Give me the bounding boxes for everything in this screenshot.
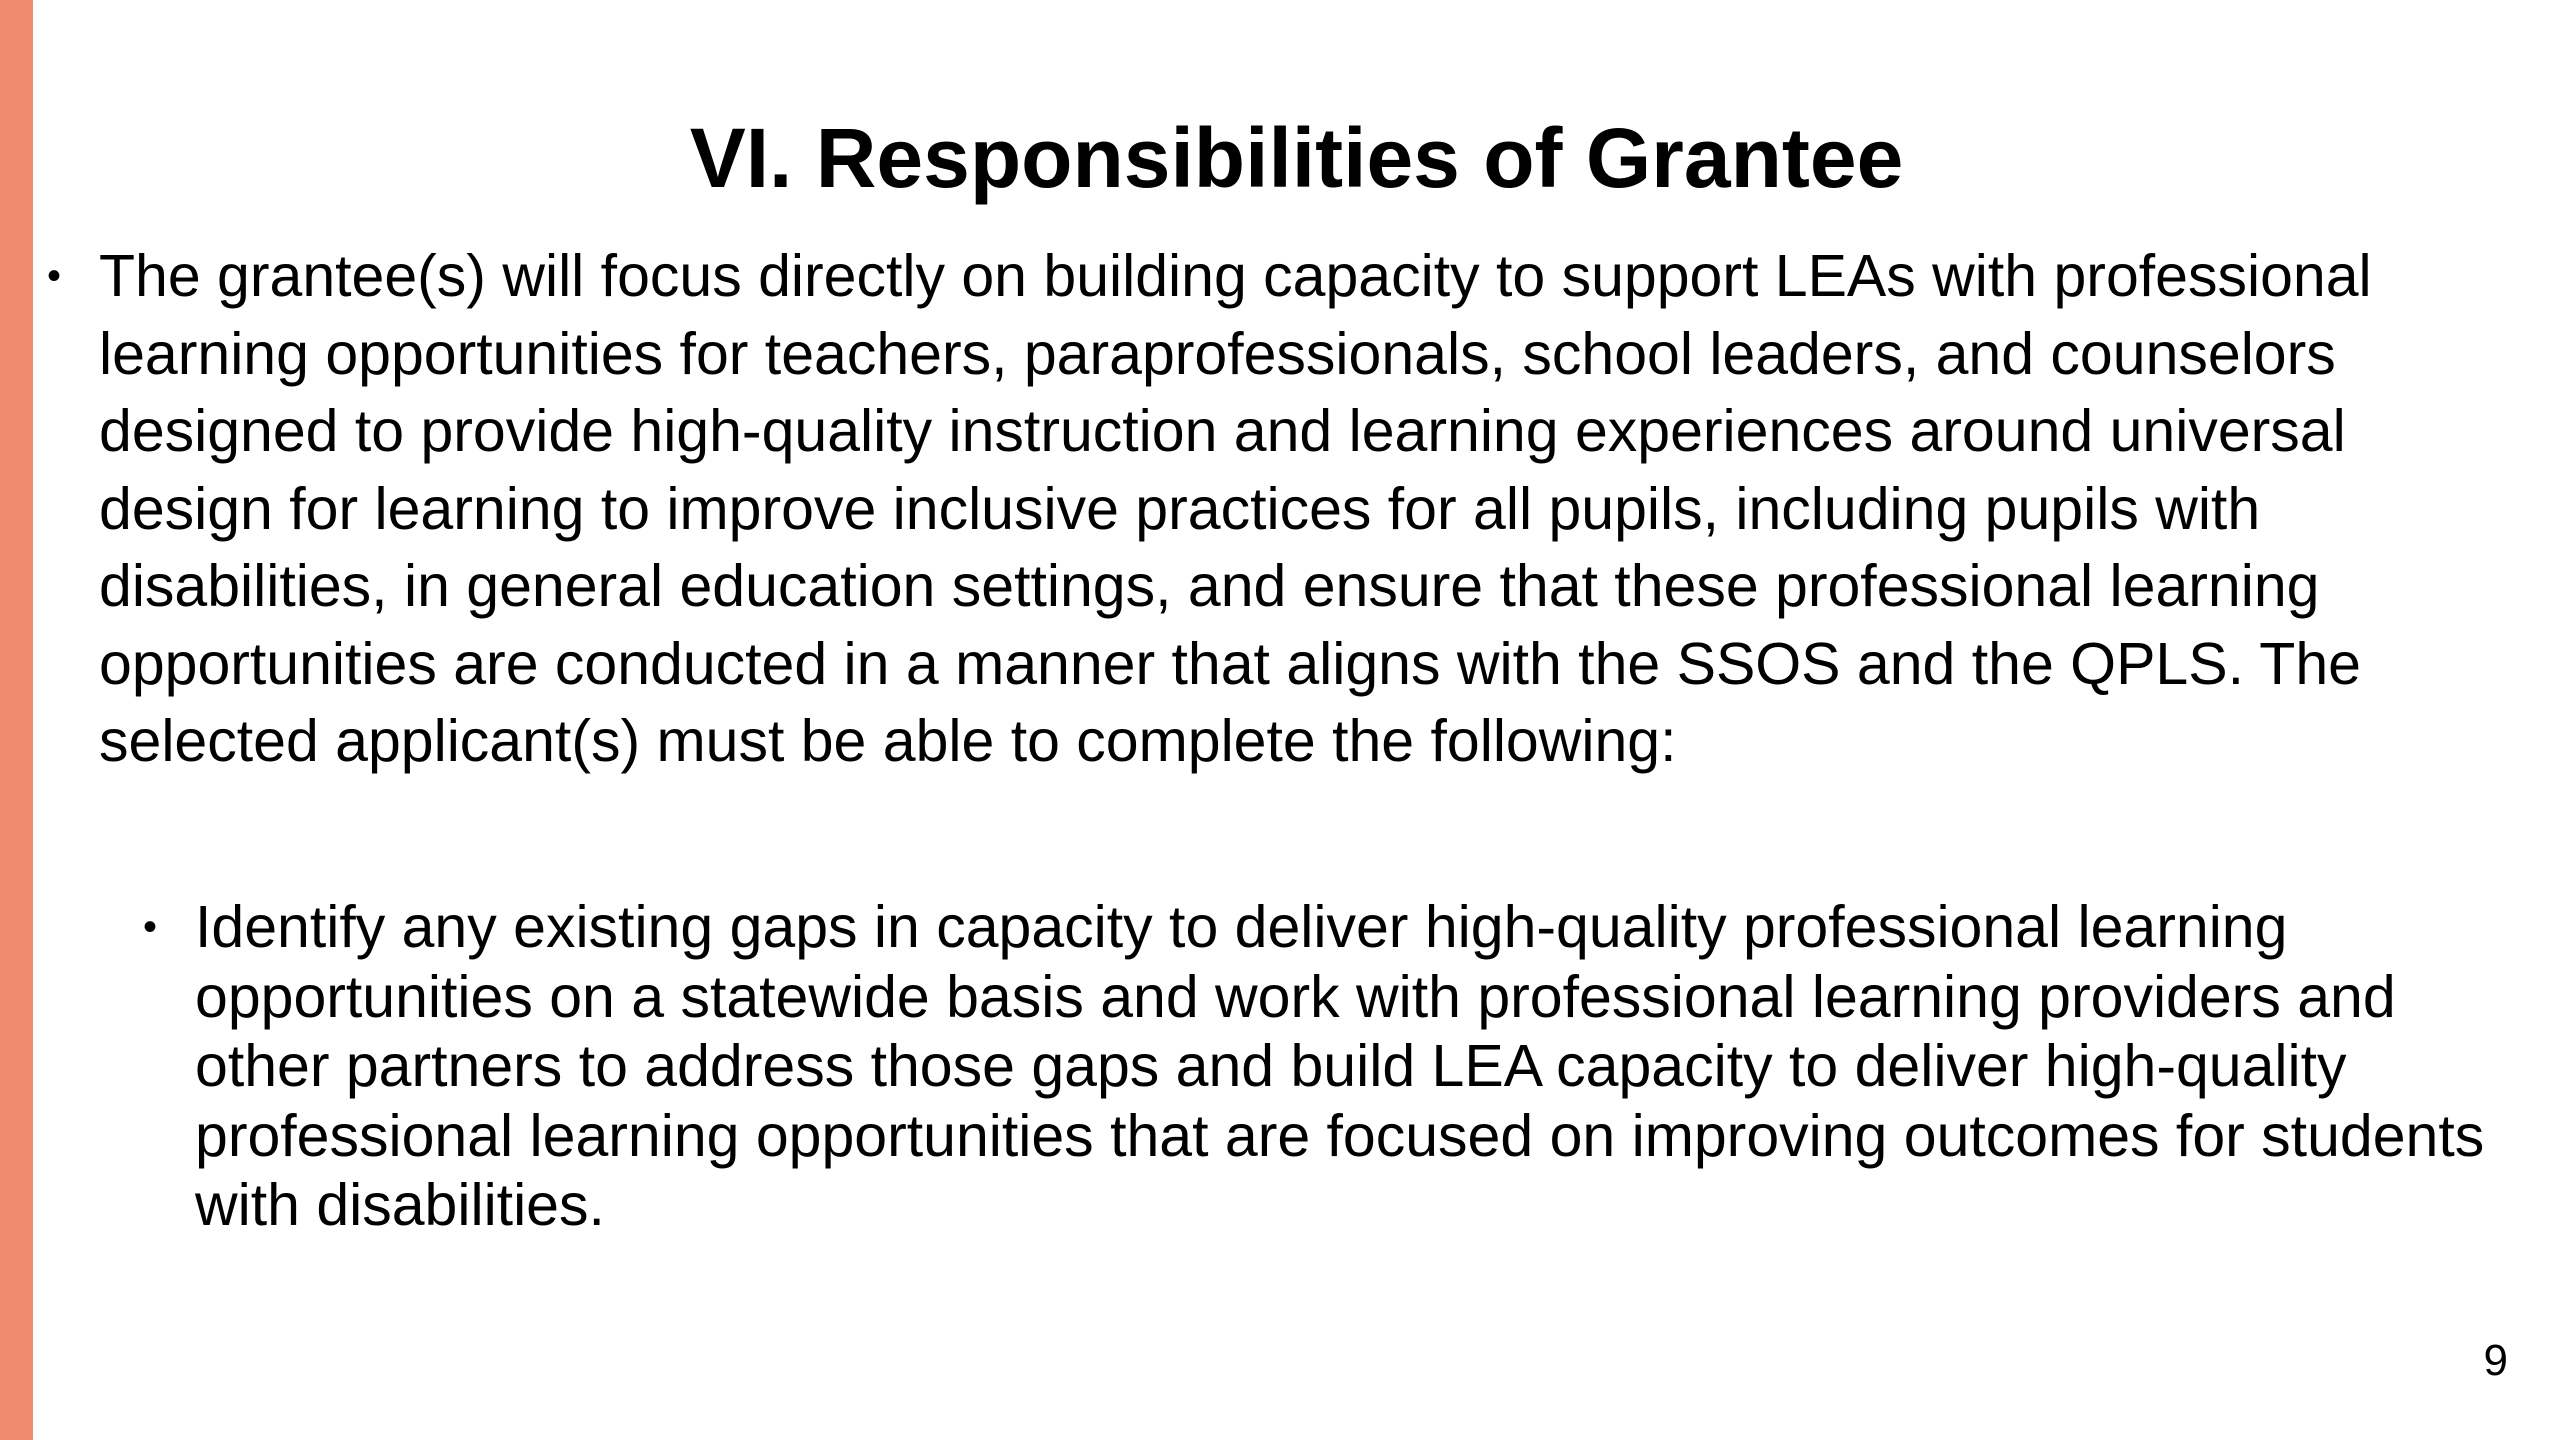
bullet-item bbox=[47, 238, 2517, 781]
page-number: 9 bbox=[2483, 1336, 2508, 1385]
accent-bar bbox=[0, 0, 33, 1440]
sub-bullet-text: Identify any existing gaps in capacity to deliver high-quality professional learning opportunities on a statewide basis and work with professional learning providers and other partners to address those gaps and build LEA capacity to deliver high-quality professional learning opportunities that are focused on improving outcomes for students with disabilities. bbox=[195, 894, 2485, 1238]
sub-bullet-item bbox=[143, 893, 2533, 1241]
bullet-text: The grantee(s) will focus directly on building capacity to support LEAs with professional learning opportunities for teachers, paraprofessionals, school leaders, and counselors designed to provide high-quality instruction and learning experiences around universal design for learning to improve inclusive practices for all pupils, including pupils with disabilities, in general education settings, and ensure that these professional learning opportunities are conducted in a manner that aligns with the SSOS and the QPLS. The selected applicant(s) must be able to complete the following: bbox=[99, 243, 2372, 774]
bullet-marker: • bbox=[47, 254, 62, 298]
sub-bullet-marker: • bbox=[143, 905, 158, 949]
slide-title: VI. Responsibilities of Grantee bbox=[689, 111, 1904, 205]
